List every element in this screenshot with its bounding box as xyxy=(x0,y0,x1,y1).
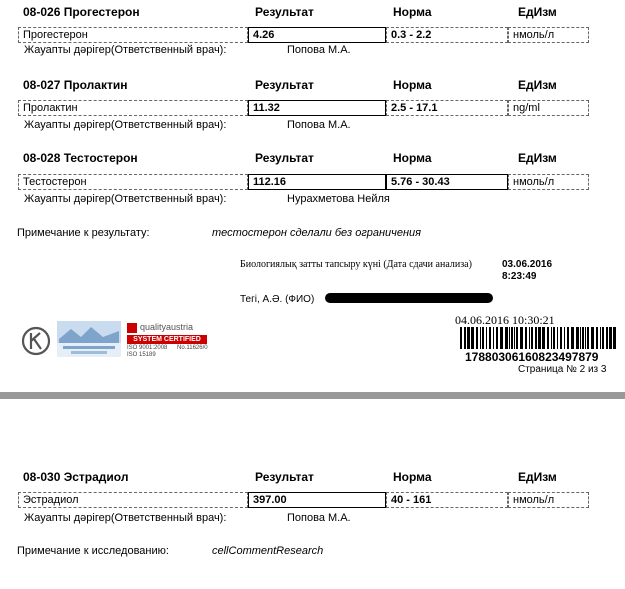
col-norm-header: Норма xyxy=(393,470,432,484)
barcode-bar xyxy=(480,327,481,349)
fio-label: Тегі, А.Ә. (ФИО) xyxy=(240,294,315,305)
col-unit-header: ЕдИзм xyxy=(518,151,557,165)
barcode-bar xyxy=(511,327,513,349)
doctor-label: Жауапты дәрігер(Ответственный врач): xyxy=(24,193,227,205)
barcode-bar xyxy=(551,327,552,349)
research-note-text: cellCommentResearch xyxy=(212,545,324,557)
doctor-name: Нурахметова Нейля xyxy=(287,193,390,205)
barcode-bar xyxy=(602,327,604,349)
quality-austria-text: qualityaustria xyxy=(140,322,194,332)
test-norm: 2.5 - 17.1 xyxy=(386,100,508,116)
test-name: Эстрадиол xyxy=(18,492,248,508)
result-note-text: тестостерон сделали без ограничения xyxy=(212,227,422,239)
test-unit: ng/ml xyxy=(508,100,589,116)
result-note-label: Примечание к результату: xyxy=(17,227,150,239)
barcode-bar xyxy=(505,327,508,349)
barcode-bar xyxy=(571,327,574,349)
test-norm: 5.76 - 30.43 xyxy=(386,174,508,190)
section-title-progesterone: 08-026 Прогестерон xyxy=(23,5,140,19)
col-result-header: Результат xyxy=(255,78,314,92)
test-unit: нмоль/л xyxy=(508,492,589,508)
col-norm-header: Норма xyxy=(393,78,432,92)
system-certified-banner: SYSTEM CERTIFIED xyxy=(127,335,207,344)
barcode-bar xyxy=(493,327,494,349)
barcode-bar xyxy=(529,327,530,349)
doctor-name: Попова М.А. xyxy=(287,119,351,131)
barcode-bar xyxy=(520,327,523,349)
research-note-label: Примечание к исследованию: xyxy=(17,545,169,557)
sample-date-label: Биологиялық затты тапсыру күні (Дата сдачи анализа) xyxy=(240,259,472,270)
doctor-name: Попова М.А. xyxy=(287,44,351,56)
test-name: Тестостерон xyxy=(18,174,248,190)
test-value: 4.26 xyxy=(248,27,386,43)
test-unit: нмоль/л xyxy=(508,27,589,43)
barcode-bar xyxy=(542,327,545,349)
barcode-bar xyxy=(500,327,503,349)
print-datetime: 04.06.2016 10:30:21 xyxy=(455,313,555,327)
barcode-bar xyxy=(489,327,491,349)
test-value: 11.32 xyxy=(248,100,386,116)
barcode-bar xyxy=(582,327,584,349)
barcode-bar xyxy=(613,327,616,349)
section-title-prolactin: 08-027 Пролактин xyxy=(23,78,128,92)
barcode-number: 17880306160823497879 xyxy=(465,350,599,364)
barcode-bar xyxy=(535,327,537,349)
test-name: Прогестерон xyxy=(18,27,248,43)
doctor-name: Попова М.А. xyxy=(287,512,351,524)
cert-number-text: No.11626/0 xyxy=(177,345,208,351)
barcode-bar xyxy=(557,327,558,349)
section-title-estradiol: 08-030 Эстрадиол xyxy=(23,470,129,484)
test-name: Пролактин xyxy=(18,100,248,116)
barcode-bar xyxy=(509,327,510,349)
col-result-header: Результат xyxy=(255,5,314,19)
page-separator xyxy=(0,392,625,399)
barcode-bar xyxy=(547,327,549,349)
barcode-bar xyxy=(525,327,527,349)
barcode-bar xyxy=(538,327,541,349)
test-value: 397.00 xyxy=(248,492,386,508)
col-norm-header: Норма xyxy=(393,5,432,19)
barcode-bar xyxy=(460,327,462,349)
barcode-bar xyxy=(482,327,484,349)
barcode-bar xyxy=(531,327,533,349)
col-result-header: Результат xyxy=(255,470,314,484)
barcode-bar xyxy=(514,327,515,349)
euro-accreditation-logo xyxy=(57,321,121,357)
test-norm: 40 - 161 xyxy=(386,492,508,508)
result-row xyxy=(18,100,589,116)
barcode-bar xyxy=(596,327,598,349)
result-row xyxy=(18,492,589,508)
sample-time: 8:23:49 xyxy=(502,271,537,282)
barcode-bar xyxy=(606,327,608,349)
redacted-name xyxy=(325,293,493,303)
barcode-bar xyxy=(496,327,498,349)
section-title-testosterone: 08-028 Тестостерон xyxy=(23,151,138,165)
result-row xyxy=(18,174,589,190)
barcode-bar xyxy=(585,327,586,349)
barcode-bar xyxy=(591,327,594,349)
barcode-bar xyxy=(486,327,487,349)
barcode-bar xyxy=(580,327,581,349)
sample-date: 03.06.2016 xyxy=(502,259,553,270)
barcode-bar xyxy=(516,327,518,349)
col-unit-header: ЕдИзм xyxy=(518,5,557,19)
barcode-bar xyxy=(587,327,589,349)
iso-9001-text: ISO 9001:2008 xyxy=(127,345,168,351)
barcode-bar xyxy=(600,327,601,349)
page-info: Страница № 2 из 3 xyxy=(518,364,607,375)
barcode-bar xyxy=(476,327,478,349)
barcode xyxy=(460,327,616,349)
col-unit-header: ЕдИзм xyxy=(518,78,557,92)
doctor-label: Жауапты дәрігер(Ответственный врач): xyxy=(24,119,227,131)
doctor-label: Жауапты дәрігер(Ответственный врач): xyxy=(24,512,227,524)
barcode-bar xyxy=(567,327,569,349)
doctor-label: Жауапты дәрігер(Ответственный врач): xyxy=(24,44,227,56)
quality-q-icon xyxy=(127,323,137,333)
iso-15189-text: ISO 15189 xyxy=(127,352,156,358)
result-row xyxy=(18,27,589,43)
quality-austria-logo xyxy=(127,323,207,359)
test-value: 112.16 xyxy=(248,174,386,190)
col-norm-header: Норма xyxy=(393,151,432,165)
barcode-bar xyxy=(609,327,612,349)
barcode-bar xyxy=(576,327,579,349)
barcode-bar xyxy=(464,327,466,349)
barcode-bar xyxy=(467,327,470,349)
kz-certification-logo xyxy=(20,323,52,359)
barcode-bar xyxy=(471,327,474,349)
test-unit: нмоль/л xyxy=(508,174,589,190)
barcode-bar xyxy=(564,327,565,349)
barcode-bar xyxy=(553,327,555,349)
col-result-header: Результат xyxy=(255,151,314,165)
col-unit-header: ЕдИзм xyxy=(518,470,557,484)
test-norm: 0.3 - 2.2 xyxy=(386,27,508,43)
barcode-bar xyxy=(560,327,562,349)
